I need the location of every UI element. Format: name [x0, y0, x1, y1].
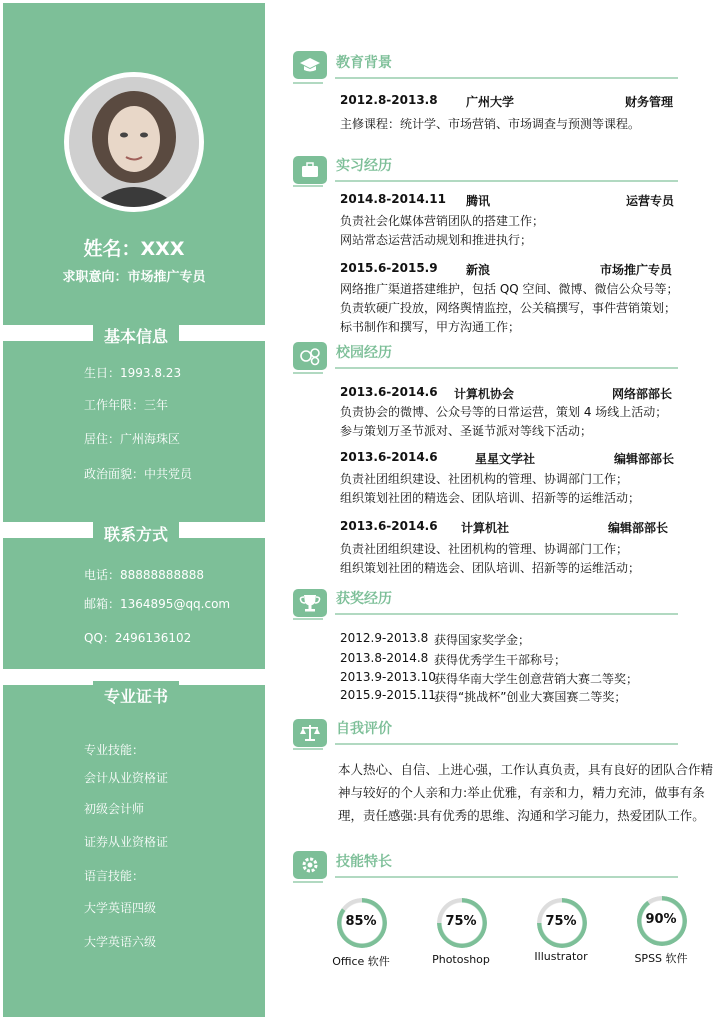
self-eval-title: 自我评价 — [336, 721, 392, 737]
self-eval-line: 理，责任感强:具有优秀的思维、沟通和学习能力，热爱团队工作。 — [338, 808, 705, 823]
profile-intent: 求职意向：市场推广专员 — [62, 270, 206, 285]
skill-label: Office 软件 — [332, 955, 390, 968]
intern-role: 运营专员 — [626, 194, 675, 208]
divider — [335, 876, 678, 878]
sidebar-certs-panel — [3, 685, 265, 1017]
scale-icon — [293, 719, 327, 747]
skill-percent: 85% — [345, 914, 377, 929]
divider — [335, 180, 678, 182]
campus-date: 2013.6-2014.6 — [340, 519, 438, 533]
cert-item: 大学英语六级 — [84, 935, 157, 949]
award-date: 2012.9-2013.8 — [340, 631, 429, 645]
skills-title: 技能特长 — [336, 854, 392, 870]
intern-line: 负责软硬广投放，网络舆情监控，公关稿撰写，事件营销策划； — [340, 301, 677, 315]
skill-label: Photoshop — [432, 953, 490, 966]
email: 邮箱：1364895@qq.com — [84, 597, 231, 611]
campus-line: 组织策划社团的精选会、团队培训、招新等的运维活动； — [340, 561, 641, 575]
self-eval-line: 本人热心、自信、上进心强，工作认真负责，具有良好的团队合作精 — [338, 762, 714, 777]
divider — [293, 185, 323, 187]
campus-line: 负责协会的微博、公众号等的日常运营，策划 4 场线上活动； — [340, 405, 668, 419]
award-text: 获得优秀学生干部称号； — [434, 653, 567, 667]
birthday: 生日：1993.8.23 — [84, 366, 182, 380]
divider — [293, 618, 323, 620]
contact-title: 联系方式 — [93, 519, 179, 551]
award-text: 获得华南大学生创意营销大赛二等奖； — [434, 672, 639, 686]
awards-title: 获奖经历 — [336, 591, 392, 607]
campus-line: 负责社团组织建设、社团机构的管理、协调部门工作； — [340, 472, 629, 486]
campus-role: 编辑部部长 — [608, 521, 669, 535]
residence: 居住：广州海珠区 — [84, 432, 181, 446]
political-status: 政治面貌：中共党员 — [84, 467, 193, 481]
certs-title: 专业证书 — [93, 681, 179, 713]
campus-title: 校园经历 — [336, 345, 392, 361]
campus-org: 计算机协会 — [454, 387, 515, 401]
campus-date: 2013.6-2014.6 — [340, 385, 438, 399]
edu-major: 财务管理 — [625, 95, 674, 109]
graduation-cap-icon — [293, 51, 327, 79]
intern-line: 标书制作和撰写，甲方沟通工作； — [340, 320, 521, 334]
skill-percent: 75% — [445, 914, 477, 929]
divider — [293, 82, 323, 84]
phone: 电话：88888888888 — [84, 568, 204, 582]
intern-date: 2014.8-2014.11 — [340, 192, 446, 206]
campus-role: 网络部部长 — [612, 387, 673, 401]
campus-org: 星星文学社 — [475, 452, 536, 466]
award-text: 获得国家奖学金； — [434, 633, 531, 647]
intern-line: 负责社会化媒体营销团队的搭建工作； — [340, 214, 545, 228]
work-years: 工作年限：三年 — [84, 398, 169, 412]
intern-org: 腾讯 — [466, 194, 491, 208]
divider — [335, 77, 678, 79]
cert-item: 语言技能： — [84, 869, 145, 883]
divider — [293, 372, 323, 374]
campus-line: 负责社团组织建设、社团机构的管理、协调部门工作； — [340, 542, 629, 556]
divider — [293, 881, 323, 883]
profile-name: 姓名：XXX — [83, 238, 185, 260]
divider — [335, 613, 678, 615]
cert-item: 证券从业资格证 — [84, 835, 169, 849]
award-date: 2013.8-2014.8 — [340, 651, 429, 665]
divider — [293, 748, 323, 750]
briefcase-icon — [293, 156, 327, 184]
cert-item: 专业技能： — [84, 743, 145, 757]
campus-date: 2013.6-2014.6 — [340, 450, 438, 464]
education-title: 教育背景 — [336, 55, 392, 71]
avatar — [69, 77, 199, 207]
campus-role: 编辑部部长 — [614, 452, 675, 466]
skill-label: SPSS 软件 — [634, 952, 688, 965]
trophy-icon — [293, 589, 327, 617]
campus-line: 组织策划社团的精选会、团队培训、招新等的运维活动； — [340, 491, 641, 505]
cert-item: 初级会计师 — [84, 802, 145, 816]
campus-org: 计算机社 — [461, 521, 510, 535]
intern-date: 2015.6-2015.9 — [340, 261, 438, 275]
intern-org: 新浪 — [466, 263, 491, 277]
skill-label: Illustrator — [534, 950, 588, 963]
skill-percent: 90% — [645, 912, 677, 927]
edu-desc: 主修课程：统计学、市场营销、市场调查与预测等课程。 — [340, 117, 641, 131]
qq: QQ：2496136102 — [84, 631, 192, 645]
award-date: 2015.9-2015.11 — [340, 688, 436, 702]
award-text: 获得“挑战杯”创业大赛国赛二等奖； — [434, 690, 627, 704]
cert-item: 会计从业资格证 — [84, 771, 169, 785]
campus-line: 参与策划万圣节派对、圣诞节派对等线下活动； — [340, 424, 593, 438]
edu-date: 2012.8-2013.8 — [340, 93, 438, 107]
skill-percent: 75% — [545, 914, 577, 929]
award-date: 2013.9-2013.10 — [340, 670, 436, 684]
intern-role: 市场推广专员 — [600, 263, 673, 277]
self-eval-line: 神与较好的个人亲和力:举止优雅，有亲和力，精力充沛，做事有条 — [338, 785, 705, 800]
divider — [335, 743, 678, 745]
gear-icon — [293, 851, 327, 879]
divider — [335, 367, 678, 369]
basic-info-title: 基本信息 — [93, 321, 179, 353]
intern-line: 网站常态运营活动规划和推进执行； — [340, 233, 533, 247]
cert-item: 大学英语四级 — [84, 901, 157, 915]
people-icon — [293, 342, 327, 370]
internship-title: 实习经历 — [336, 158, 392, 174]
intern-line: 网络推广渠道搭建维护，包括 QQ 空间、微博、微信公众号等； — [340, 282, 679, 296]
edu-school: 广州大学 — [466, 95, 515, 109]
